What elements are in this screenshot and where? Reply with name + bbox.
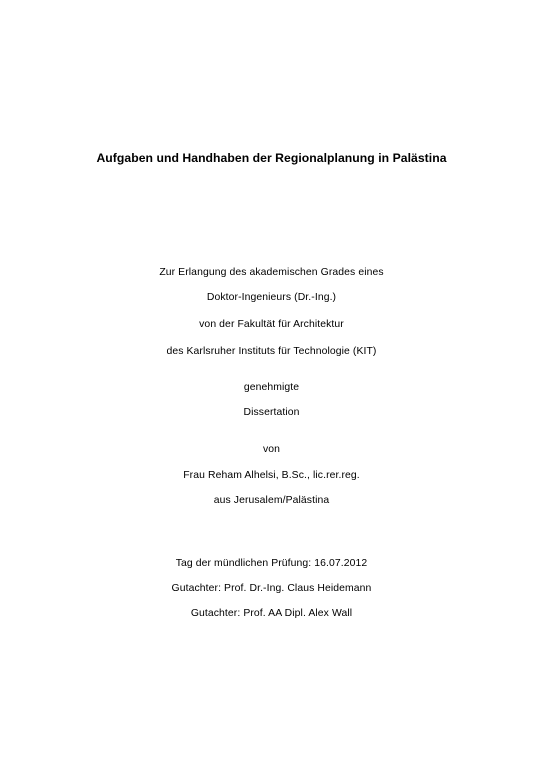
author-name: Frau Reham Alhelsi, B.Sc., lic.rer.reg.: [183, 470, 360, 481]
author-origin: aus Jerusalem/Palästina: [213, 495, 330, 506]
second-reviewer: Gutachter: Prof. AA Dipl. Alex Wall: [190, 608, 353, 619]
exam-date: Tag der mündlichen Prüfung: 16.07.2012: [175, 558, 368, 569]
document-title: Aufgaben und Handhaben der Regionalplanung in Palästina: [96, 151, 447, 165]
approval-line-2: Dissertation: [243, 407, 300, 418]
approval-line-1: genehmigte: [243, 382, 300, 393]
first-reviewer: Gutachter: Prof. Dr.-Ing. Claus Heidemann: [171, 583, 372, 594]
degree-line-3: von der Fakultät für Architektur: [199, 319, 344, 330]
degree-line-4: des Karlsruher Instituts für Technologie (KIT): [166, 346, 377, 357]
degree-line-2: Doktor-Ingenieurs (Dr.-Ing.): [206, 292, 337, 303]
degree-line-1: Zur Erlangung des akademischen Grades eines: [159, 267, 384, 278]
author-preposition: von: [262, 444, 281, 455]
